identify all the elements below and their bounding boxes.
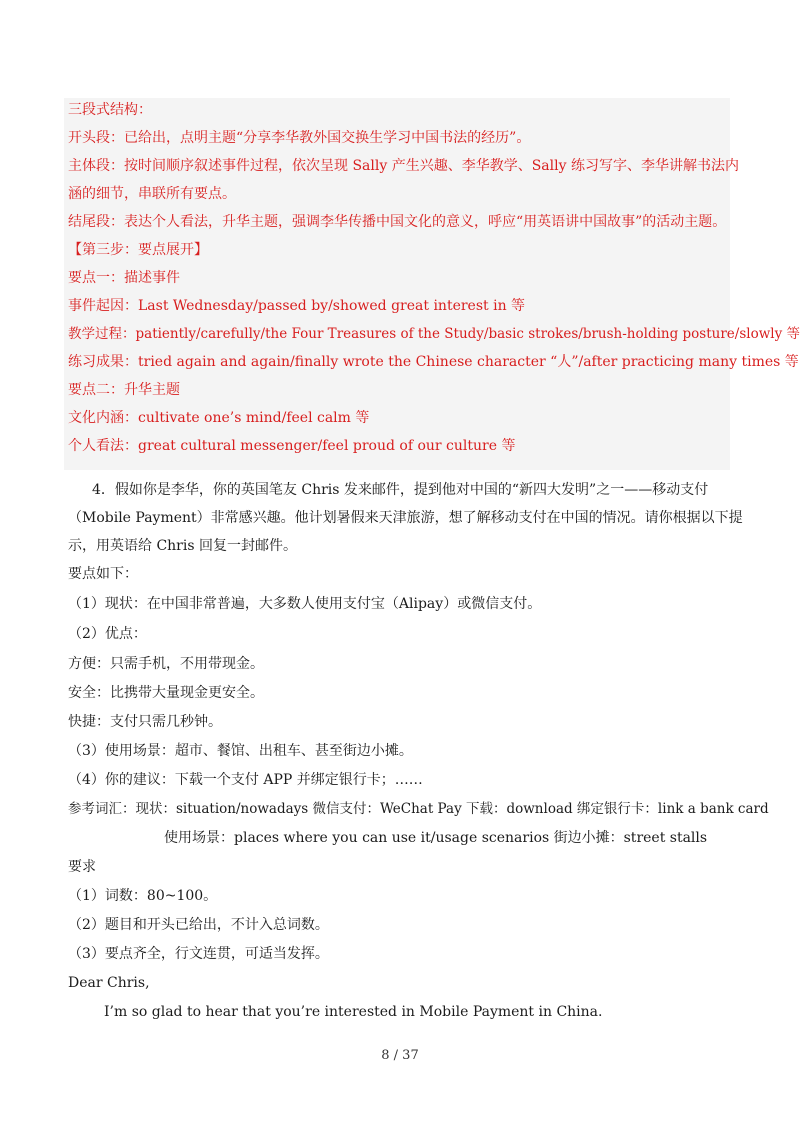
requirement-given-parts: （2）题目和开头已给出，不计入总词数。 [68, 917, 329, 933]
point-suggestion: （4）你的建议：下载一个支付 APP 并绑定银行卡；…… [68, 772, 423, 788]
teaching-process: 教学过程：patiently/carefully/the Four Treasures of the Study/basic strokes/brush-holding posture/slowly 等 [68, 326, 800, 342]
requirement-completeness: （3）要点齐全，行文连贯，可适当发挥。 [68, 946, 329, 962]
practice-result: 练习成果：tried again and again/finally wrote the Chinese character “人”/after practicing many times 等 [68, 354, 799, 370]
ending-paragraph-note: 结尾段：表达个人看法，升华主题，强调李华传播中国文化的意义，呼应“用英语讲中国故事”的活动主题。 [68, 214, 727, 230]
requirements-title: 要求 [68, 859, 96, 875]
reference-vocabulary-line2: 使用场景：places where you can use it/usage scenarios 街边小摊：street stalls [164, 830, 708, 846]
point-one-heading: 要点一：描述事件 [68, 270, 180, 286]
point-two-heading: 要点二：升华主题 [68, 382, 180, 398]
structure-title: 三段式结构： [68, 102, 152, 118]
requirement-word-count: （1）词数：80~100。 [68, 888, 218, 904]
step-three-heading: 【第三步：要点展开】 [68, 242, 208, 258]
advantage-safe: 安全：比携带大量现金更安全。 [68, 685, 264, 701]
point-advantages: （2）优点： [68, 626, 147, 642]
body-paragraph-note-line1: 主体段：按时间顺序叙述事件过程，依次呈现 Sally 产生兴趣、李华教学、Sally 练习写字、李华讲解书法内 [68, 158, 739, 174]
advantage-convenient: 方便：只需手机，不用带现金。 [68, 656, 264, 672]
point-current-situation: （1）现状：在中国非常普遍，大多数人使用支付宝（Alipay）或微信支付。 [68, 596, 542, 612]
letter-greeting: Dear Chris, [68, 975, 150, 991]
opening-paragraph-note: 开头段：已给出，点明主题“分享李华教外国交换生学习中国书法的经历”。 [68, 130, 531, 146]
cultural-connotation: 文化内涵：cultivate one’s mind/feel calm 等 [68, 410, 370, 426]
page-number: 8 / 37 [381, 1048, 419, 1063]
point-usage-scenarios: （3）使用场景：超市、餐馆、出租车、甚至街边小摊。 [68, 743, 413, 759]
advantage-fast: 快捷：支付只需几秒钟。 [68, 714, 222, 730]
event-cause: 事件起因：Last Wednesday/passed by/showed great interest in 等 [68, 298, 526, 314]
personal-opinion: 个人看法：great cultural messenger/feel proud of our culture 等 [68, 438, 516, 454]
letter-opening-sentence: I’m so glad to hear that you’re interested in Mobile Payment in China. [104, 1004, 603, 1020]
question-prompt-line2: （Mobile Payment）非常感兴趣。他计划暑假来天津旅游，想了解移动支付在中国的情况。请你根据以下提 [68, 510, 743, 526]
body-paragraph-note-line2: 涵的细节，串联所有要点。 [68, 186, 236, 202]
points-title: 要点如下： [68, 566, 138, 582]
reference-vocabulary-line1: 参考词汇：现状：situation/nowadays 微信支付：WeChat Pay 下载：download 绑定银行卡：link a bank card [68, 801, 769, 817]
question-prompt-line1: 4．假如你是李华，你的英国笔友 Chris 发来邮件，提到他对中国的“新四大发明”之一——移动支付 [92, 482, 709, 498]
question-prompt-line3: 示，用英语给 Chris 回复一封邮件。 [68, 538, 297, 554]
